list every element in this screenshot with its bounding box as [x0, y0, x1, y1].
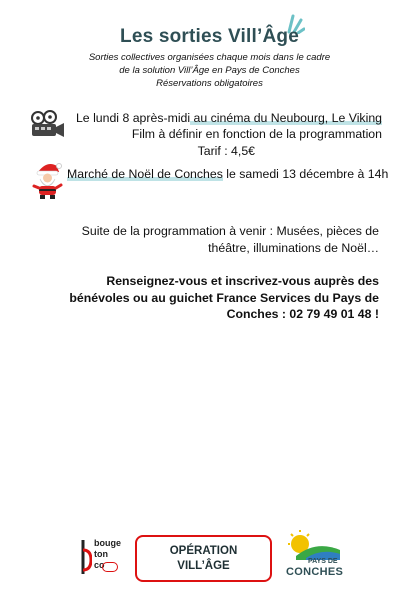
ton-logo-text: ton [94, 549, 108, 559]
subtitle-line: Sorties collectives organisées chaque mois dans le cadre [88, 52, 331, 63]
conches-sun-landscape-icon [286, 530, 342, 560]
page-title: Les sorties Vill’Âge [120, 26, 299, 47]
operation-label-line-1: OPÉRATION [169, 545, 238, 557]
cinema-price: Tarif : 4,5€ [197, 144, 255, 158]
pays-de-conches-logo [284, 530, 344, 582]
bouge-ton-co-mark-icon [80, 538, 92, 576]
operation-village-badge [135, 535, 272, 582]
bouge-logo-ring [102, 562, 118, 572]
cinema-line-2: Film à définir en fonction de la programmation [131, 127, 382, 141]
film-camera-icon [29, 110, 67, 142]
conches-logo-big-text: CONCHES [286, 566, 344, 578]
upcoming-line-2: théâtre, illuminations de Noël… [208, 241, 379, 255]
upcoming-line-1: Suite de la programmation à venir : Musées, pièces de [81, 224, 379, 238]
contact-line-3: Conches : 02 79 49 01 48 ! [226, 307, 379, 321]
subtitle-line: Réservations obligatoires [156, 78, 263, 89]
operation-label-line-2: VILL’ÂGE [177, 560, 230, 572]
cinema-line-1: Le lundi 8 après-midi au cinéma du Neubourg, Le Viking [75, 111, 382, 125]
co-logo-text: co [94, 560, 105, 570]
contact-line-1: Renseignez-vous et inscrivez-vous auprès des [106, 274, 379, 288]
bouge-logo-text: bouge [94, 538, 121, 548]
noel-line: Marché de Noël de Conches le samedi 13 décembre à 14h [67, 167, 389, 181]
santa-claus-icon [30, 160, 64, 200]
contact-line-2: bénévoles ou au guichet France Services du Pays de [69, 291, 379, 305]
bouge-ton-co-logo [80, 535, 128, 580]
conches-logo-small-text: PAYS DE [308, 558, 338, 565]
subtitle-line: de la solution Vill’Âge en Pays de Conches [119, 65, 300, 76]
